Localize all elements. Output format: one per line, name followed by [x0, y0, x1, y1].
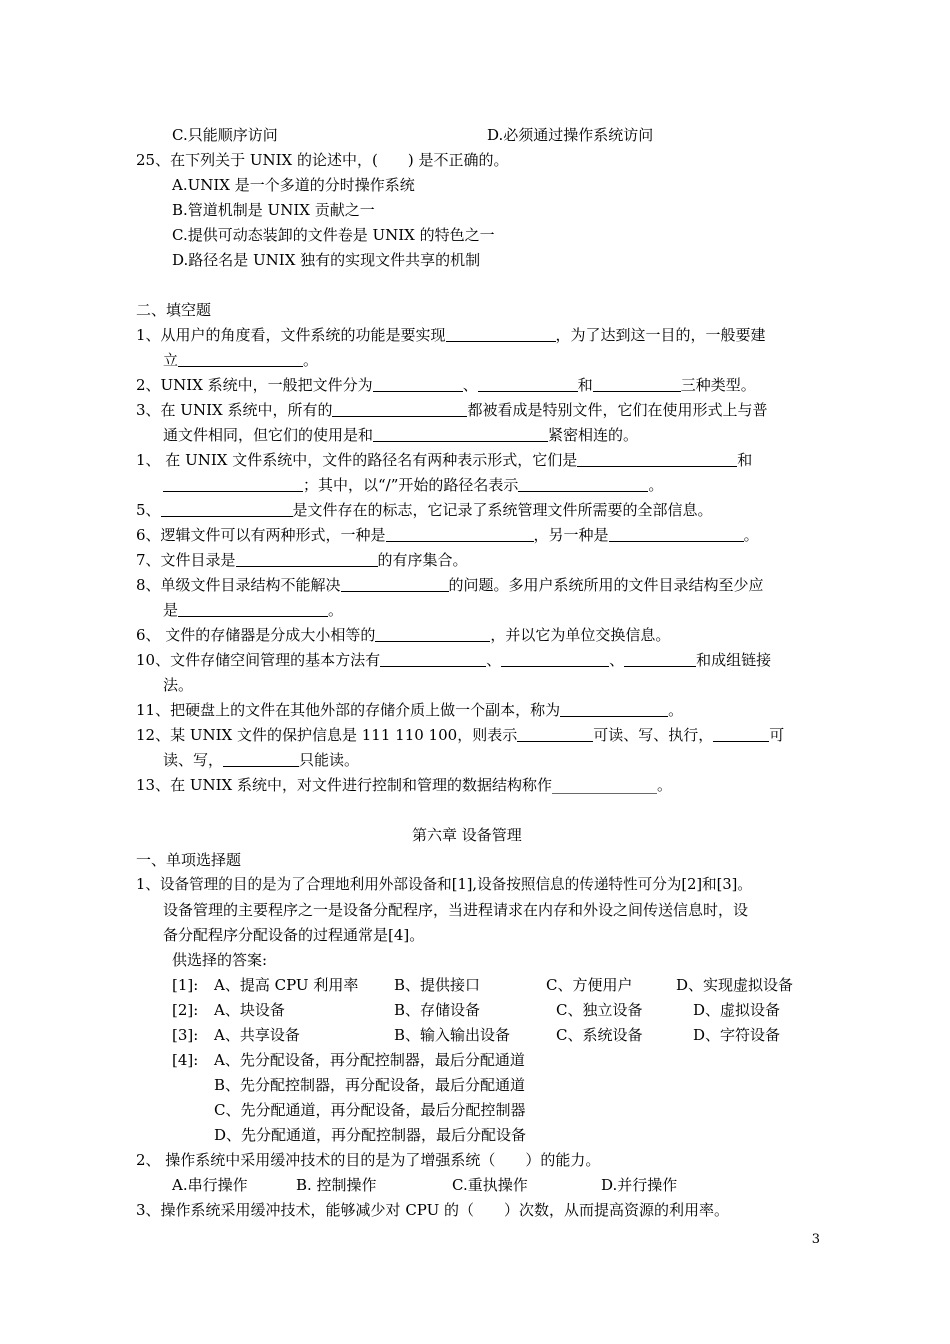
fill-q7: 7、文件目录是 的有序集合。 [136, 551, 468, 569]
fill-q4-line1: 1、 在 UNIX 文件系统中，文件的路径名有两种表示形式，它们是 和 [136, 451, 753, 469]
blank [223, 751, 299, 767]
opt-row-2-d: D、虚拟设备 [693, 1001, 781, 1019]
blank [178, 351, 303, 367]
blank [380, 651, 486, 667]
q24-option-d: D.必须通过操作系统访问 [487, 126, 654, 144]
opt-row-2-b: B、存储设备 [394, 1001, 481, 1019]
blank [163, 476, 303, 492]
fill-q11: 11、把硬盘上的文件在其他外部的存储介质上做一个副本，称为 。 [136, 701, 684, 719]
opt-row-4-d: D、先分配通道，再分配控制器，最后分配设备 [214, 1126, 527, 1144]
blank [373, 376, 463, 392]
fill-q2: 2、UNIX 系统中，一般把文件分为 、 和 三种类型。 [136, 376, 756, 394]
ch6-q2-option-b: B. 控制操作 [296, 1176, 377, 1194]
q24-option-c: C.只能顺序访问 [172, 126, 278, 144]
fill-q13: 13、在 UNIX 系统中，对文件进行控制和管理的数据结构称作______________。 [136, 776, 672, 794]
blank [577, 451, 737, 467]
blank [593, 376, 681, 392]
blank [517, 726, 593, 742]
section-heading: 一、单项选择题 [136, 851, 242, 869]
opt-row-4-key: [4]: [172, 1051, 199, 1069]
ch6-q2-option-c: C.重执操作 [452, 1176, 528, 1194]
ch6-q2-stem: 2、 操作系统中采用缓冲技术的目的是为了增强系统（ ）的能力。 [136, 1151, 601, 1169]
ch6-q1-line2: 设备管理的主要程序之一是设备分配程序，当进程请求在内存和外设之间传送信息时，设 [163, 901, 749, 919]
opt-row-1-a: A、提高 CPU 利用率 [214, 976, 359, 994]
opt-row-1-d: D、实现虚拟设备 [676, 976, 794, 994]
fill-q12-line1: 12、某 UNIX 文件的保护信息是 111 110 100，则表示 可读、写、执行， 可 [136, 726, 785, 744]
blank [446, 326, 556, 342]
fill-q8-line2: 是 。 [163, 601, 344, 619]
fill-q9: 6、 文件的存储器是分成大小相等的 ，并以它为单位交换信息。 [136, 626, 671, 644]
blank [332, 401, 467, 417]
opt-row-3-a: A、共享设备 [214, 1026, 300, 1044]
opt-row-4-a: A、先分配设备，再分配控制器，最后分配通道 [214, 1051, 525, 1069]
ch6-q2-option-a: A.串行操作 [172, 1176, 248, 1194]
blank [178, 601, 328, 617]
blank [624, 651, 696, 667]
opt-row-4-b: B、先分配控制器，再分配设备，最后分配通道 [214, 1076, 526, 1094]
opt-row-1-key: [1]: [172, 976, 199, 994]
opt-row-1-c: C、方便用户 [546, 976, 633, 994]
fill-q1-line1: 1、从用户的角度看，文件系统的功能是要实现 ，为了达到这一目的，一般要建 [136, 326, 766, 344]
ch6-q1-answers-label: 供选择的答案: [172, 951, 268, 969]
blank [375, 626, 490, 642]
blank [713, 726, 769, 742]
fill-q4-line2: ；其中，以“/”开始的路径名表示 。 [163, 475, 663, 495]
fill-q10-line1: 10、文件存储空间管理的基本方法有 、 、 和成组链接 [136, 651, 772, 669]
opt-row-3-b: B、输入输出设备 [394, 1026, 511, 1044]
blank [341, 576, 449, 592]
opt-row-3-key: [3]: [172, 1026, 199, 1044]
fill-q3-line2: 通文件相同，但它们的使用是和 紧密相连的。 [163, 426, 639, 444]
ch6-q2-option-d: D.并行操作 [601, 1176, 678, 1194]
fill-q1-line2: 立 。 [163, 351, 319, 369]
q25-option-d: D.路径名是 UNIX 独有的实现文件共享的机制 [172, 251, 481, 269]
blank [386, 526, 534, 542]
q25-stem: 25、在下列关于 UNIX 的论述中，( ) 是不正确的。 [136, 151, 509, 169]
fill-q5: 5、 是文件存在的标志，它记录了系统管理文件所需要的全部信息。 [136, 501, 713, 519]
opt-row-2-a: A、块设备 [214, 1001, 285, 1019]
opt-row-2-key: [2]: [172, 1001, 199, 1019]
ch6-q1-line1: 1、设备管理的目的是为了合理地利用外部设备和[1],设备按照信息的传递特性可分为[2]和[3]。 [136, 876, 752, 893]
blank [478, 376, 578, 392]
opt-row-1-b: B、提供接口 [394, 976, 481, 994]
ch6-q1-line3: 备分配程序分配设备的过程通常是[4]。 [163, 926, 425, 944]
q25-option-c: C.提供可动态装卸的文件卷是 UNIX 的特色之一 [172, 226, 495, 244]
opt-row-3-c: C、系统设备 [556, 1026, 643, 1044]
blank [161, 501, 293, 517]
opt-row-2-c: C、独立设备 [556, 1001, 643, 1019]
fill-heading: 二、填空题 [136, 301, 212, 319]
q25-option-b: B.管道机制是 UNIX 贡献之一 [172, 201, 375, 219]
fill-q10-line2: 法。 [163, 676, 194, 694]
fill-q8-line1: 8、单级文件目录结构不能解决 的问题。多用户系统所用的文件目录结构至少应 [136, 576, 764, 594]
blank [373, 426, 548, 442]
opt-row-3-d: D、字符设备 [693, 1026, 781, 1044]
blank [501, 651, 609, 667]
blank [560, 701, 668, 717]
ch6-q3-stem: 3、操作系统采用缓冲技术，能够减少对 CPU 的（ ）次数，从而提高资源的利用率。 [136, 1201, 730, 1219]
fill-q12-line2: 读、写， 只能读。 [163, 751, 360, 769]
opt-row-4-c: C、先分配通道，再分配设备，最后分配控制器 [214, 1101, 526, 1119]
blank [518, 476, 648, 492]
fill-q6: 6、逻辑文件可以有两种形式，一种是 ，另一种是 。 [136, 526, 759, 544]
blank [236, 551, 378, 567]
q25-option-a: A.UNIX 是一个多道的分时操作系统 [172, 176, 415, 194]
page-number: 3 [811, 1232, 820, 1247]
fill-q3-line1: 3、在 UNIX 系统中，所有的 都被看成是特别文件，它们在使用形式上与普 [136, 401, 768, 419]
blank [609, 526, 744, 542]
chapter-title: 第六章 设备管理 [412, 826, 522, 844]
